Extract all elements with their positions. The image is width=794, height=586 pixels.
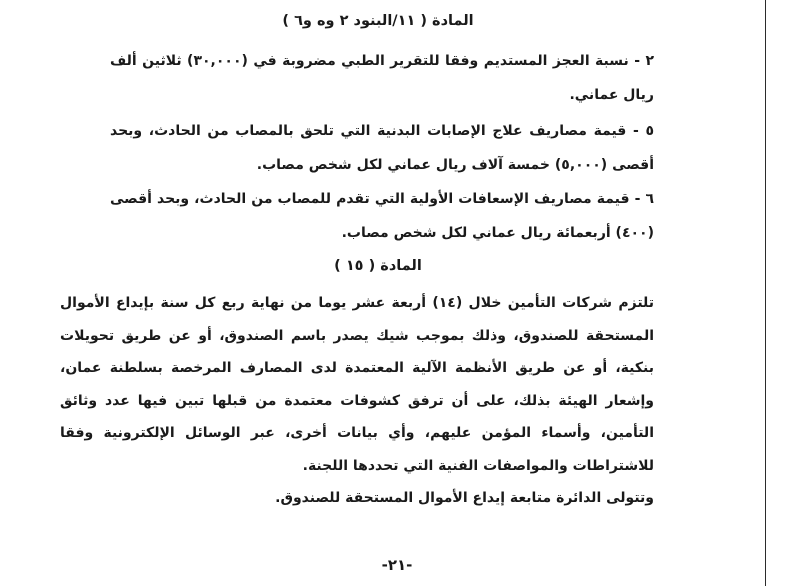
page-number: -٢١-	[381, 556, 413, 574]
item-6: ٦ - قيمة مصاريف الإسعافات الأولية التي تقدم للمصاب من الحادث، وبحد أقصى (٤٠٠) أربعمائة ريال عماني لكل شخص مصاب.	[110, 191, 654, 241]
article-15-heading: المادة ( ١٥ )	[334, 258, 422, 274]
item-2: ٢ - نسبة العجز المستديم وفقا للتقرير الطبي مضروبة في (٣٠,٠٠٠) ثلاثين ألف ريال عماني.	[110, 53, 654, 103]
margin-rule	[765, 0, 766, 586]
article-15-closing: وتتولى الدائرة متابعة إيداع الأموال المستحقة للصندوق.	[275, 490, 654, 506]
article-15-paragraph: تلتزم شركات التأمين خلال (١٤) أربعة عشر يوما من نهاية ربع كل سنة بإيداع الأموال المستحقة للصندوق، وذلك بموجب شيك يصدر باسم الصندوق، أو عن طريق تحويلات بنكية، أو عن طريق الأنظمة الآلية المعتمدة لدى المصارف المرخصة بسلطنة عمان، وإشعار الهيئة بذلك، على أن ترفق كشوفات معتمدة من قبلها تبين فيها عدد وثائق التأمين، وأسماء المؤمن عليهم، وأي بيانات أخرى، عبر الوسائل الإلكترونية وفقا للاشتراطات والمواصفات الفنية التي تحددها اللجنة.	[60, 295, 655, 474]
article-11-heading: المادة ( ١١/البنود ٢ وه و٦ )	[282, 13, 474, 29]
item-5: ٥ - قيمة مصاريف علاج الإصابات البدنية التي تلحق بالمصاب من الحادث، وبحد أقصى (٥,٠٠٠) خمسة آلاف ريال عماني لكل شخص مصاب.	[110, 123, 654, 173]
